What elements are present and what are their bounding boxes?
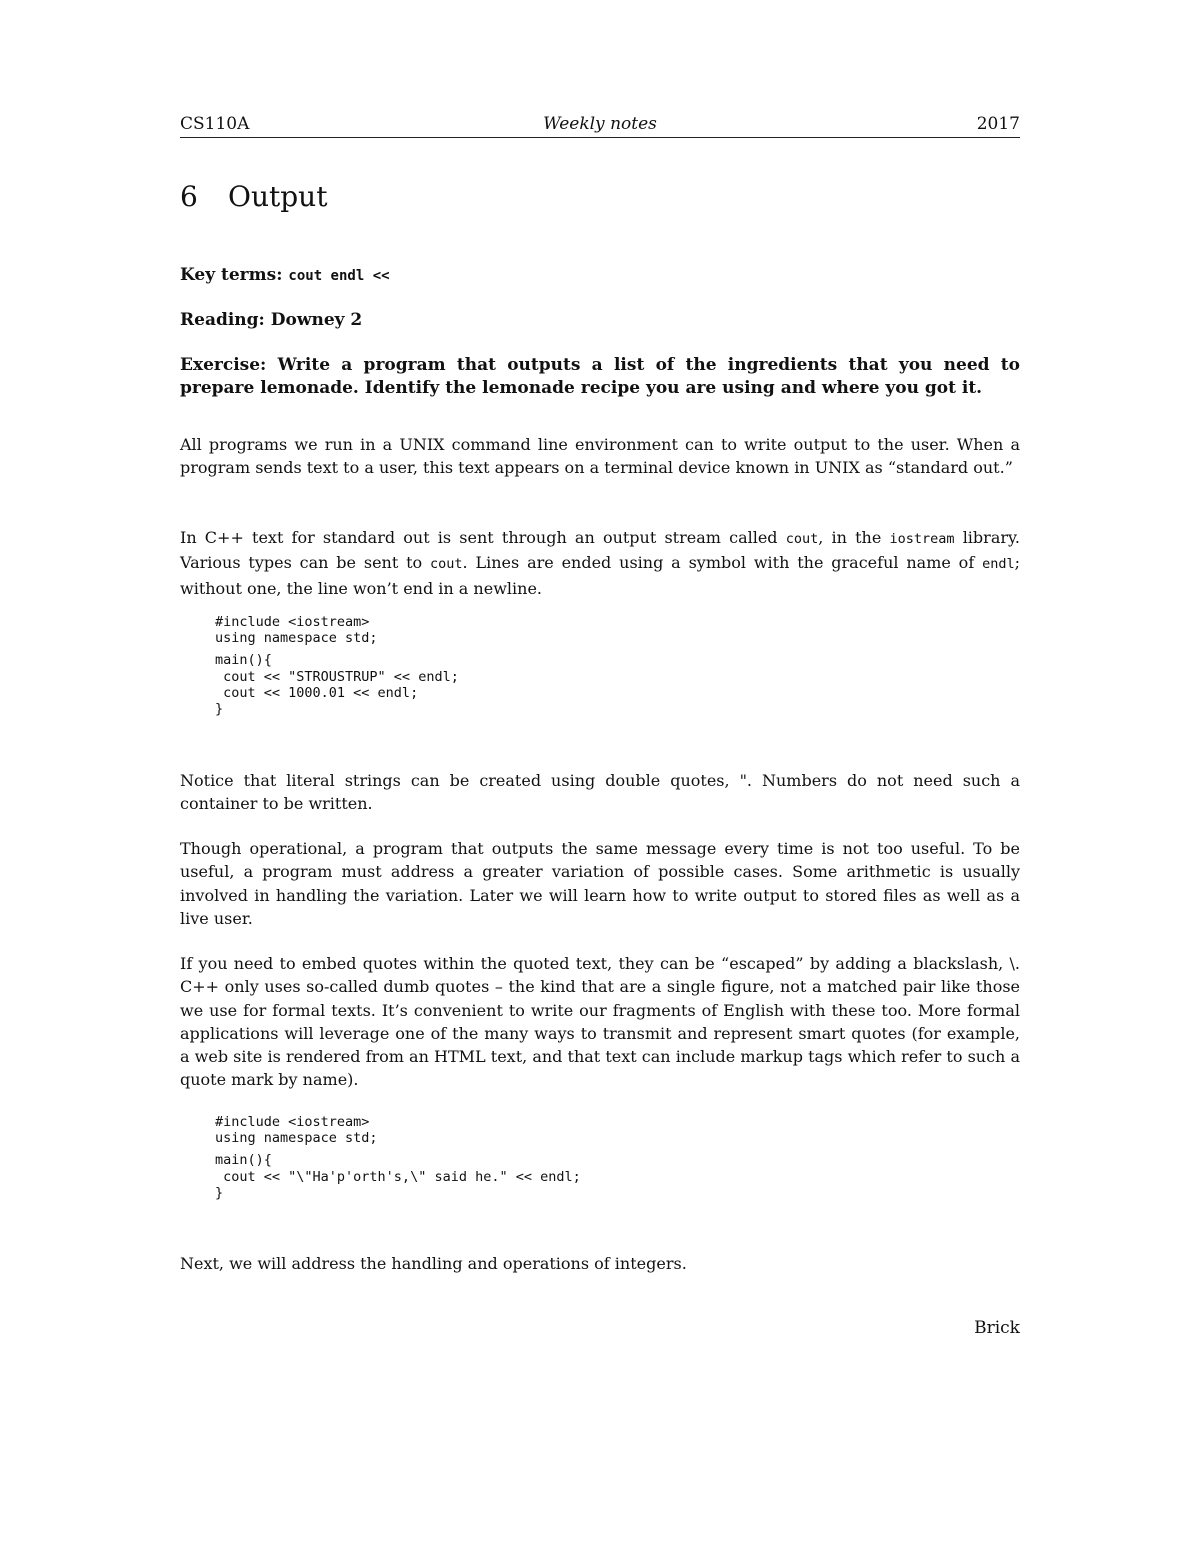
author-signature: Brick [974,1318,1020,1338]
text-fragment: . Lines are ended using a symbol with the graceful name of [462,553,983,573]
code-line: cout << "\"Ha'p'orth's,\" said he." << endl; [215,1168,581,1185]
text-fragment: ; without one, the line won’t end in a newline. [180,553,1020,598]
code-line: cout << 1000.01 << endl; [215,684,419,701]
exercise: Exercise: Write a program that outputs a list of the ingredients that you need to prepare lemonade. Identify the lemonade recipe you are using and where you got it. [180,355,1020,398]
inline-code: iostream [889,531,955,547]
text-fragment: library. Various types can be sent to [180,528,1021,573]
key-terms-list: cout endl << [288,268,390,284]
code-line: using namespace std; [215,630,378,647]
paragraph-escaping: If you need to embed quotes within the quoted text, they can be “escaped” by adding a blackslash, \. C++ only uses so-called dumb quotes – the kind that are a single figure, not a matched pair like those we use for formal texts. It’s convenient to write our fragments of English with these too. More formal applications will leverage one of the many ways to transmit and represent smart quotes (for example, a web site is rendered from an HTML text, and that text can include markup tags which refer to such a quote mark by name). [180,954,1020,1090]
paragraph-operational: Though operational, a program that outputs the same message every time is not too useful. To be useful, a program must address a greater variation of possible cases. Some arithmetic is usually involved in handling the variation. Later we will learn how to write output to stored files as well as a live user. [180,839,1020,928]
section-number: 6 [180,180,198,213]
paragraph-literal-strings: Notice that literal strings can be created using double quotes, ". Numbers do not need such a container to be written. [180,771,1020,814]
inline-code: endl [982,556,1015,573]
code-block-2 [215,1114,581,1201]
paragraph-next: Next, we will address the handling and operations of integers. [180,1254,687,1273]
section-heading [180,180,327,214]
inline-code: cout [785,531,819,547]
code-line: main(){ [215,652,272,669]
code-line: #include <iostream> [215,614,370,630]
code-block-1 [215,614,459,717]
paragraph-standard-out: All programs we run in a UNIX command line environment can to write output to the user. When a program sends text to a user, this text appears on a terminal device known in UNIX as “standard out.” [180,435,1020,478]
code-line: } [215,1184,224,1201]
inline-code: cout [430,556,463,573]
code-line: using namespace std; [215,1130,378,1147]
document-page [180,0,1020,1553]
text-fragment: , in the [818,528,890,547]
section-title: Output [228,180,328,213]
code-line: cout << "STROUSTRUP" << endl; [215,668,459,685]
key-terms [180,264,1020,288]
reading-assignment: Reading: Downey 2 [180,310,363,330]
running-header [180,113,1020,138]
header-course: CS110A [180,114,250,134]
paragraph-cout [180,526,1020,600]
code-line: main(){ [215,1152,272,1169]
code-line: } [215,701,224,718]
text-fragment: In C++ text for standard out is sent through an output stream called [180,528,786,547]
key-terms-label: Key terms: [180,265,283,285]
header-year: 2017 [976,114,1020,134]
header-title: Weekly notes [543,114,657,134]
code-line: #include <iostream> [215,1114,370,1130]
